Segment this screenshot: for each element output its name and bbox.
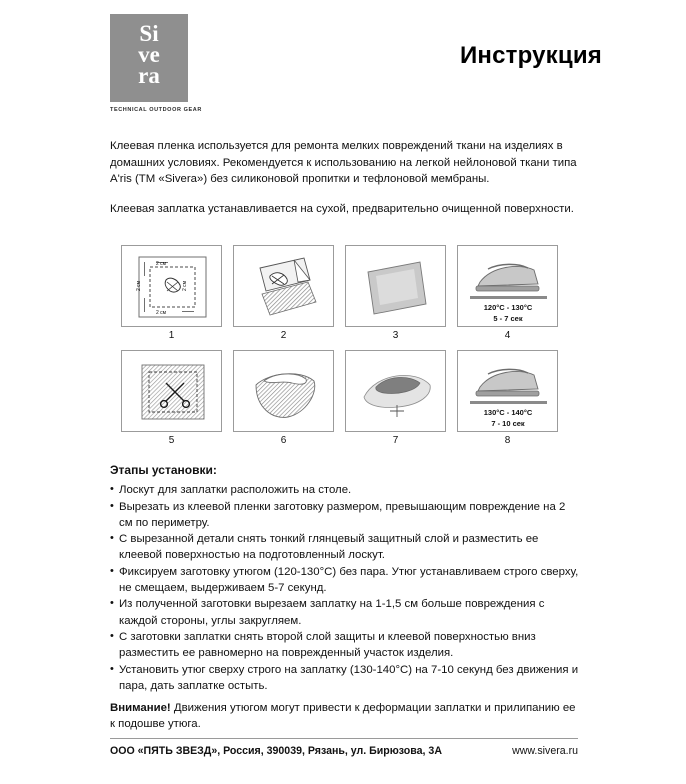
- page-footer: [110, 745, 578, 757]
- list-item: • С вырезанной детали снять тонкий глянцевый защитный слой и разместить ее клеевой поверхностью на подготовленный лоскут.: [110, 531, 580, 564]
- page-header: [0, 0, 686, 120]
- footer-divider: [110, 738, 578, 739]
- step-2: [233, 245, 334, 341]
- step-7-icon: [346, 351, 446, 432]
- step-4: [457, 245, 558, 341]
- stages-list: [110, 482, 580, 694]
- company-address: ООО «ПЯТЬ ЗВЕЗД», Россия, 390039, Рязань, ул. Бирюзова, 3А: [110, 745, 442, 757]
- step-1-illustration: [121, 245, 222, 327]
- step-8-number: 8: [504, 435, 511, 446]
- svg-text:7 - 10 сек: 7 - 10 сек: [491, 419, 525, 428]
- svg-text:2 см: 2 см: [156, 261, 167, 267]
- step-5-number: 5: [168, 435, 175, 446]
- svg-text:2 см: 2 см: [156, 310, 167, 316]
- list-item: • Лоскут для заплатки расположить на столе.: [110, 482, 580, 498]
- step-4-illustration: [457, 245, 558, 327]
- intro-paragraph-2: Клеевая заплатка устанавливается на сухой, предварительно очищенной поверхности.: [110, 202, 574, 215]
- svg-text:5 - 7 сек: 5 - 7 сек: [493, 314, 523, 323]
- logo-line-2: ve: [138, 42, 160, 67]
- logo-mark: [110, 14, 188, 102]
- svg-text:2 см: 2 см: [182, 280, 188, 291]
- step-3-illustration: [345, 245, 446, 327]
- step-3-number: 3: [392, 330, 399, 341]
- iron-icon: [458, 351, 558, 432]
- step-2-icon: [234, 246, 334, 327]
- website-link[interactable]: www.sivera.ru: [512, 745, 578, 757]
- stages-title: Этапы установки:: [110, 463, 217, 477]
- step-5: [121, 350, 222, 446]
- step-6-number: 6: [280, 435, 287, 446]
- warning-note: [110, 700, 580, 733]
- step-5-icon: [122, 351, 222, 432]
- step-6-icon: [234, 351, 334, 432]
- intro-text: [110, 138, 578, 217]
- step-7-number: 7: [392, 435, 399, 446]
- installation-stages: [110, 462, 580, 733]
- step-1-number: 1: [168, 330, 175, 341]
- step-2-number: 2: [280, 330, 287, 341]
- step-6: [233, 350, 334, 446]
- iron-icon: [458, 246, 558, 327]
- step-8-illustration: [457, 350, 558, 432]
- list-item: • Фиксируем заготовку утюгом (120-130°С) без пара. Утюг устанавливаем строго сверху, не смещаем, выдерживаем 5-7 секунд.: [110, 564, 580, 597]
- intro-paragraph-1: Клеевая пленка используется для ремонта мелких повреждений ткани на изделиях в домашних условиях. Рекомендуется к использованию на легкой нейлоновой ткани типа A'ris (ТМ «Sivera») без силиконовой пропитки и тефлоновой мембраны.: [110, 140, 577, 186]
- step-1-icon: [122, 246, 222, 327]
- page-title: Инструкция: [459, 42, 602, 69]
- brand-logo: [110, 14, 202, 113]
- steps-grid: [121, 245, 565, 446]
- svg-text:130°C - 140°C: 130°C - 140°C: [483, 408, 533, 417]
- logo-line-1: Si: [139, 21, 159, 46]
- step-1: [121, 245, 222, 341]
- list-item: • С заготовки заплатки снять второй слой защиты и клеевой поверхностью вниз разместить ее равномерно на поврежденный участок изделия.: [110, 629, 580, 662]
- list-item: • Вырезать из клеевой пленки заготовку размером, превышающим повреждение на 2 см по периметру.: [110, 499, 580, 532]
- svg-text:2 см: 2 см: [136, 280, 142, 291]
- step-6-illustration: [233, 350, 334, 432]
- logo-line-3: ra: [138, 63, 160, 88]
- step-7-illustration: [345, 350, 446, 432]
- step-2-illustration: [233, 245, 334, 327]
- warning-label: Внимание!: [110, 702, 171, 715]
- step-7: [345, 350, 446, 446]
- warning-text: Движения утюгом могут привести к деформации заплатки и прилипанию ее к подошве утюга.: [110, 702, 576, 731]
- list-item: • Из полученной заготовки вырезаем заплатку на 1-1,5 см больше повреждения с каждой стороны, углы закругляем.: [110, 596, 580, 629]
- step-3: [345, 245, 446, 341]
- logo-tagline: TECHNICAL OUTDOOR GEAR: [110, 107, 202, 113]
- steps-row-bottom: [121, 350, 565, 446]
- step-5-illustration: [121, 350, 222, 432]
- logo-wordmark: [110, 23, 188, 86]
- step-4-number: 4: [504, 330, 511, 341]
- step-8: [457, 350, 558, 446]
- list-item: • Установить утюг сверху строго на заплатку (130-140°С) на 7-10 секунд без движения и пара, дать заплатке остыть.: [110, 662, 580, 695]
- steps-row-top: [121, 245, 565, 341]
- step-3-icon: [346, 246, 446, 327]
- svg-text:120°C - 130°C: 120°C - 130°C: [483, 303, 533, 312]
